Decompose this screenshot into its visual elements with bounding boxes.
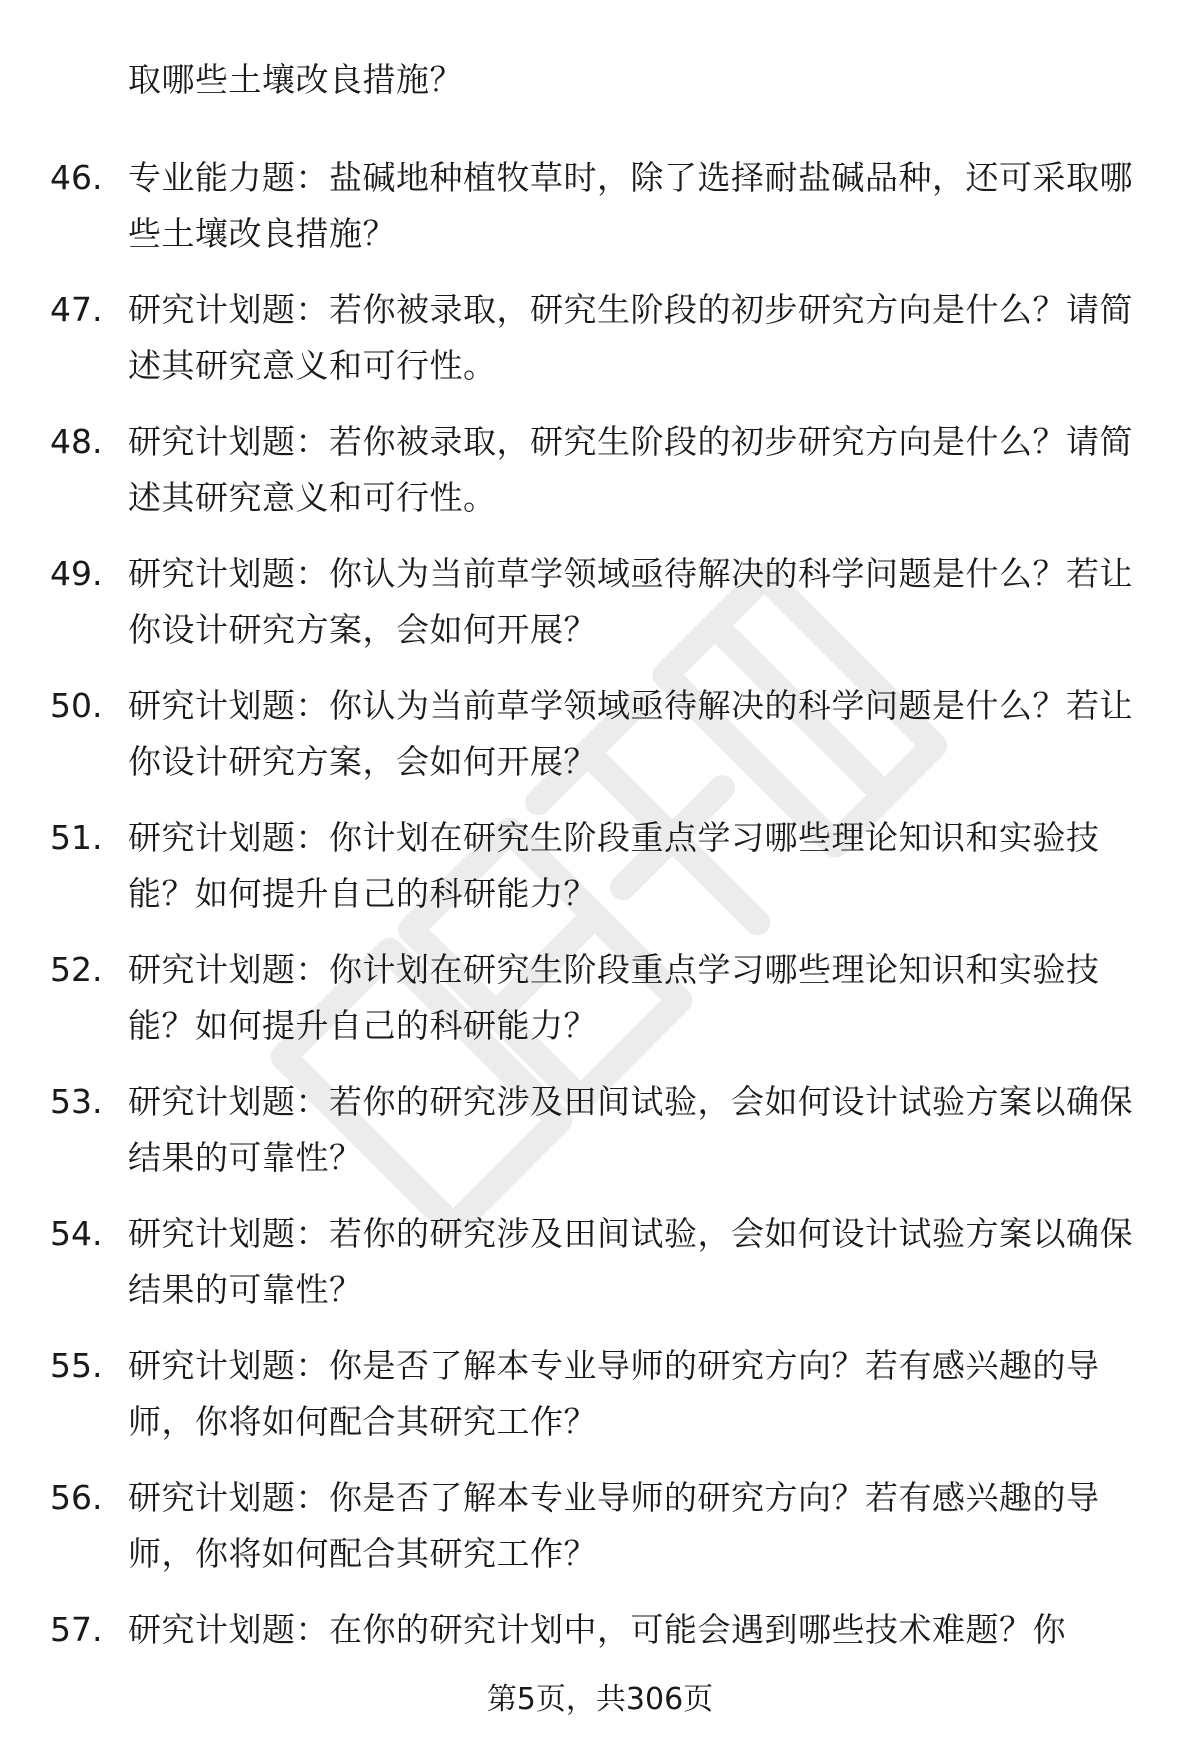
question-text: 研究计划题：你是否了解本专业导师的研究方向？若有感兴趣的导师，你将如何配合其研究工作？ xyxy=(128,1346,1100,1441)
question-number: 55. xyxy=(50,1346,103,1385)
list-item xyxy=(0,150,1200,282)
list-item xyxy=(0,678,1200,810)
list-item xyxy=(0,1470,1200,1602)
question-number: 46. xyxy=(50,158,103,197)
question-number: 52. xyxy=(50,950,103,989)
list-item xyxy=(0,1206,1200,1338)
question-list xyxy=(0,150,1200,1734)
question-text: 研究计划题：你计划在研究生阶段重点学习哪些理论知识和实验技能？如何提升自己的科研能力？ xyxy=(128,818,1100,913)
question-text: 专业能力题：盐碱地种植牧草时，除了选择耐盐碱品种，还可采取哪些土壤改良措施？ xyxy=(128,158,1133,253)
list-item xyxy=(0,1338,1200,1470)
list-item xyxy=(0,810,1200,942)
question-text: 研究计划题：若你被录取，研究生阶段的初步研究方向是什么？请简述其研究意义和可行性。 xyxy=(128,422,1133,517)
question-text: 研究计划题：你是否了解本专业导师的研究方向？若有感兴趣的导师，你将如何配合其研究工作？ xyxy=(128,1478,1100,1573)
question-number: 51. xyxy=(50,818,103,857)
question-text: 研究计划题：你计划在研究生阶段重点学习哪些理论知识和实验技能？如何提升自己的科研能力？ xyxy=(128,950,1100,1045)
question-number: 50. xyxy=(50,686,103,725)
list-item xyxy=(0,546,1200,678)
list-item xyxy=(0,1074,1200,1206)
continued-question-text: 取哪些土壤改良措施？ xyxy=(128,60,463,99)
question-text: 研究计划题：你认为当前草学领域亟待解决的科学问题是什么？若让你设计研究方案，会如何开展？ xyxy=(128,686,1133,781)
question-number: 54. xyxy=(50,1214,103,1253)
question-text: 研究计划题：在你的研究计划中，可能会遇到哪些技术难题？你 xyxy=(128,1610,1066,1649)
question-text: 研究计划题：若你被录取，研究生阶段的初步研究方向是什么？请简述其研究意义和可行性。 xyxy=(128,290,1133,385)
question-number: 47. xyxy=(50,290,103,329)
list-item xyxy=(0,282,1200,414)
question-number: 53. xyxy=(50,1082,103,1121)
question-text: 研究计划题：若你的研究涉及田间试验，会如何设计试验方案以确保结果的可靠性？ xyxy=(128,1082,1133,1177)
question-number: 57. xyxy=(50,1610,103,1649)
question-text: 研究计划题：若你的研究涉及田间试验，会如何设计试验方案以确保结果的可靠性？ xyxy=(128,1214,1133,1309)
question-number: 49. xyxy=(50,554,103,593)
list-item xyxy=(0,942,1200,1074)
list-item xyxy=(0,414,1200,546)
question-number: 48. xyxy=(50,422,103,461)
question-number: 56. xyxy=(50,1478,103,1517)
question-text: 研究计划题：你认为当前草学领域亟待解决的科学问题是什么？若让你设计研究方案，会如何开展？ xyxy=(128,554,1133,649)
page-footer: 第5页，共306页 xyxy=(486,1682,714,1717)
